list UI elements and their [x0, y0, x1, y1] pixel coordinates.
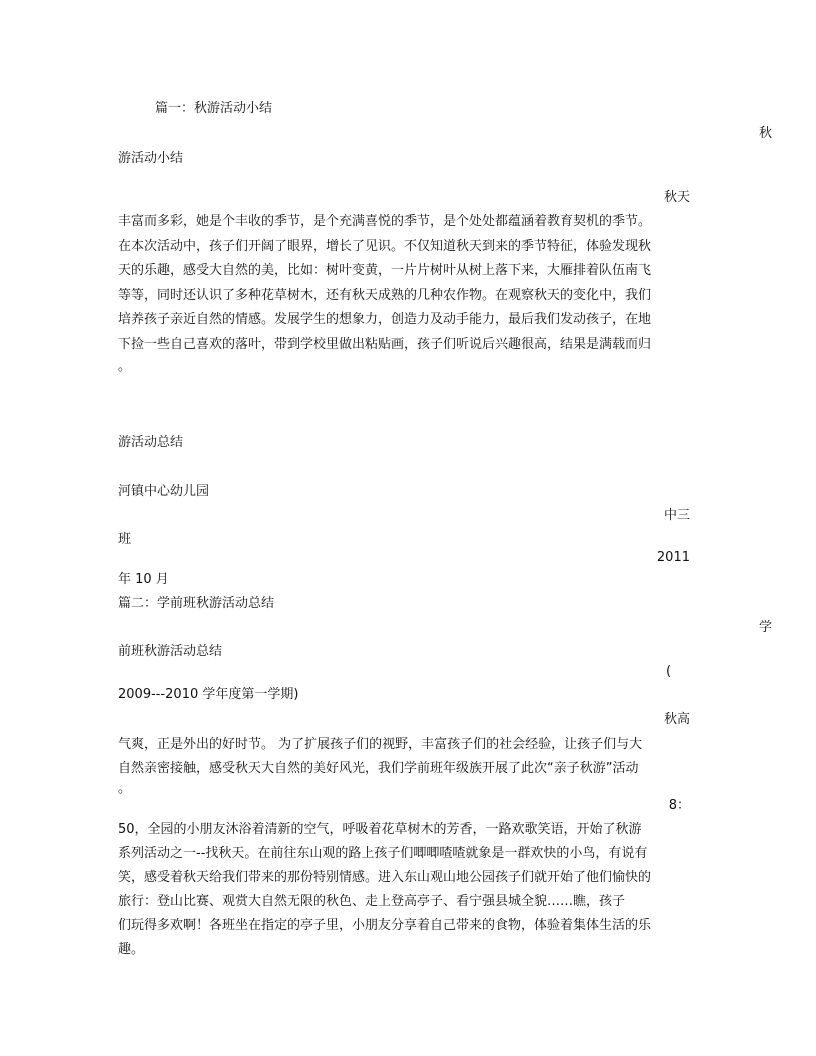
- section1-title-part2: 游活动小结: [118, 151, 184, 166]
- section2-para2-line: 笑，感受着秋天给我们带来的那份特别情感。进入东山观山地公园孩子们就开始了他们愉快的: [118, 870, 652, 885]
- section1-para-line: 下捡一些自己喜欢的落叶，带到学校里做出粘贴画，孩子们听说后兴趣很高，结果是满载而归: [118, 337, 652, 352]
- section2-para2-line: 50，全园的小朋友沐浴着清新的空气，呼吸着花草树木的芳香，一路欢歌笑语，开始了秋游: [118, 822, 642, 837]
- section1-year: 2011: [656, 550, 690, 565]
- section2-para2-lead: 8：: [668, 798, 690, 813]
- section1-para-line: 在本次活动中，孩子们开阔了眼界，增长了见识。不仅知道秋天到来的季节特征，体验发现秋: [118, 239, 652, 254]
- section2-para1-line: 气爽，正是外出的好时节。 为了扩展孩子们的视野，丰富孩子们的社会经验，让孩子们与大: [118, 737, 643, 752]
- section1-school: 河镇中心幼儿园: [118, 484, 210, 499]
- section1-para-line: 等等，同时还认识了多种花草树木，还有秋天成熟的几种农作物。在观察秋天的变化中，我们: [118, 288, 652, 303]
- section2-para2-line: 旅行：登山比赛、观赏大自然无限的秋色、走上登高亭子、看宁强县城全貌……瞧，孩子: [118, 894, 626, 909]
- section1-para-line: 丰富而多彩，她是个丰收的季节，是个充满喜悦的季节，是个处处都蕴涵着教育契机的季节。: [118, 214, 652, 229]
- section1-para-line: 。: [118, 359, 132, 374]
- section1-heading: 篇一：秋游活动小结: [155, 101, 273, 116]
- section1-title-part1: 秋: [758, 126, 772, 141]
- section2-title-part2: 前班秋游活动总结: [118, 644, 223, 659]
- section1-class-part2: 班: [118, 532, 132, 547]
- section2-para2-line: 们玩得多欢啊！各班坐在指定的亭子里，小朋友分享着自己带来的食物，体验着集体生活的乐: [118, 918, 652, 933]
- section2-title-part1: 学: [758, 620, 772, 635]
- section2-para2-line: 系列活动之一--找秋天。在前往东山观的路上孩子们唧唧喳喳就象是一群欢快的小鸟，有说有: [118, 846, 648, 861]
- section2-paren-open: (: [666, 664, 672, 679]
- section1-class-part1: 中三: [663, 508, 690, 523]
- section2-heading: 篇二：学前班秋游活动总结: [118, 596, 275, 611]
- section2-term: 2009---2010 学年度第一学期): [118, 687, 299, 702]
- section1-date-rest: 年 10 月: [118, 572, 169, 587]
- section1-para-line: 天的乐趣，感受大自然的美，比如：树叶变黄，一片片树叶从树上落下来，大雁排着队伍南飞: [118, 263, 652, 278]
- section2-para1-line: 自然亲密接触，感受秋天大自然的美好风光，我们学前班年级族开展了此次“亲子秋游”活动: [118, 761, 639, 776]
- section2-para1-lead: 秋高: [663, 712, 690, 727]
- section2-para1-line: 。: [118, 781, 132, 796]
- section1-summary-title: 游活动总结: [118, 435, 184, 450]
- section2-para2-line: 趣。: [118, 942, 145, 957]
- section1-para-lead: 秋天: [663, 190, 690, 205]
- section1-para-line: 培养孩子亲近自然的情感。发展学生的想象力，创造力及动手能力，最后我们发动孩子，在地: [118, 312, 652, 327]
